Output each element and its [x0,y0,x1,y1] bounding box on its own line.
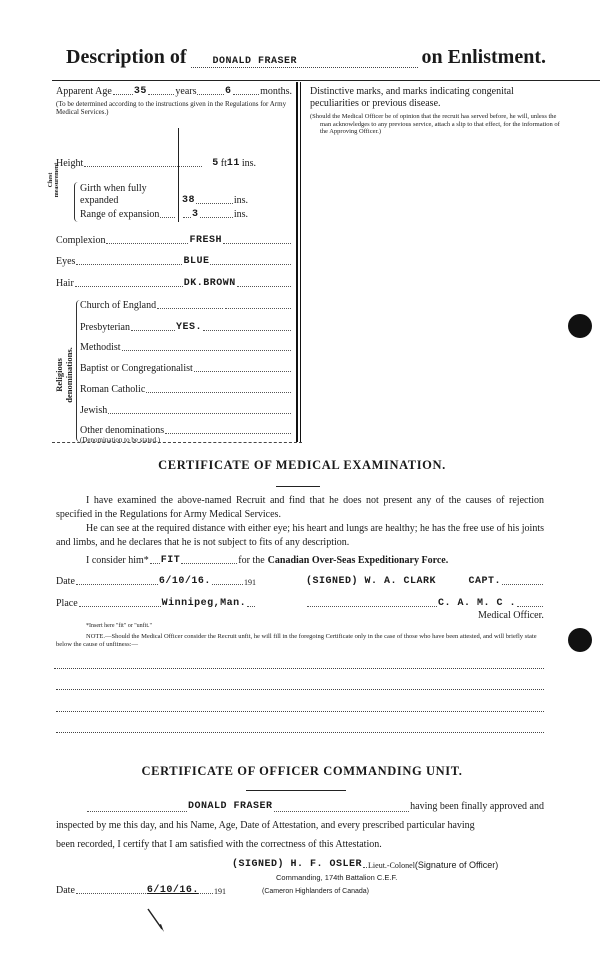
officer-date-value: 6/10/16. [146,885,199,896]
religion-label: Religious denominations. [54,347,74,403]
officer-date-row: Date 6/10/16. 191 [56,885,226,896]
girth-label: Girth when fully expanded [80,183,147,206]
other-denomination-note: (Denomination to be stated.) [80,436,161,444]
chest-brace [74,182,79,222]
header-rule [52,80,600,81]
medical-officer-label: Medical Officer. [478,610,544,621]
height-in: 11 [226,158,240,169]
age-years: 35 [133,86,147,97]
religion-row-church-of-england: Church of England [80,300,292,311]
range-value-row: 3 ins. [182,209,248,220]
hair-value: DK.BROWN [183,278,236,289]
age-note: (To be determined according to the instructions given in the Regulations for Army Medical Services.) [56,100,287,116]
medical-place-value: Winnipeg,Man. [161,598,247,609]
medical-para-2: He can see at the required distance with either eye; his heart and lungs are healthy; he has the free use of his joints and limbs, and he declares that he is not subject to fits of any description. [56,523,544,548]
complexion-row: Complexion FRESH [56,235,292,246]
medical-para-1: I have examined the above-named Recruit and find that he does not present any of the causes of rejection specified in the Regulations for Army Medical Services. [56,495,544,520]
range-row: Range of expansion [80,209,176,220]
chest-label: Chest measurement [48,162,60,198]
officer-para-line-3: been recorded, I certify that I am satisfied with the correctness of this Attestation. [56,839,382,850]
officer-signed-value: (SIGNED) H. F. OSLER [232,859,363,870]
unfit-cause-line-3[interactable] [56,711,544,712]
medical-signed-row [306,576,544,587]
medical-corps-value: C. A. M. C . [438,598,517,609]
range-value: 3 [192,209,199,220]
medical-place-row: Place Winnipeg,Man. [56,598,256,609]
complexion-value: FRESH [189,235,222,246]
recruit-name: DONALD FRASER [212,56,298,67]
officer-rank: Lieut.-Colonel [368,861,415,870]
unfit-cause-line-2[interactable] [56,689,544,690]
distinctive-marks-note: (Should the Medical Officer be of opinion that the recruit has served before, he will, unless the man acknowledges to any previous service, attach a slip to that effect, for the information of the Approving Officer.) [310,113,560,135]
officer-signature-row [232,859,552,870]
unfit-cause-line-1[interactable] [54,668,544,669]
unfit-cause-line-4[interactable] [56,732,544,733]
officer-unit-line: (Cameron Highlanders of Canada) [262,888,369,895]
punch-hole-bottom [568,628,592,652]
fitness-value: FIT [160,555,181,566]
title-prefix: Description of [66,46,187,68]
medical-corps-row [306,598,544,609]
officer-commanding-line: Commanding, 174th Battalion C.E.F. [276,873,398,882]
hair-row: Hair DK.BROWN [56,278,292,289]
girth-value: 38 [182,195,196,206]
column-divider [296,82,301,442]
age-months: 6 [225,86,232,97]
presbyterian-value: YES. [176,322,203,333]
medical-signed-value: (SIGNED) W. A. CLARK CAPT. [306,576,502,587]
medical-date-row: Date 6/10/16. 191 [56,576,256,587]
religion-row-baptist: Baptist or Congregationalist [80,363,292,374]
medical-certificate-heading: CERTIFICATE OF MEDICAL EXAMINATION. [158,458,446,472]
consider-row: I consider him* FIT for the Canadian Over-Seas Expeditionary Force. [86,555,449,566]
pen-stroke-mark [140,905,170,935]
religion-row-methodist: Methodist [80,342,292,353]
eyes-value: BLUE [183,256,210,267]
officer-name-row: DONALD FRASER having been finally approved and [86,800,544,814]
apparent-age-row: Apparent Age 35 years 6 months. [56,86,293,97]
medical-footnote: *Insert here "fit" or "unfit." [86,623,152,629]
eyes-row: Eyes BLUE [56,256,292,267]
religion-row-presbyterian: Presbyterian YES. [80,322,292,333]
religion-row-jewish: Jewish [80,405,292,416]
medical-note: NOTE.—Should the Medical Officer consider the Recruit unfit, he will fill in the foregoing Certificate only in the case of those who have been attested, and will briefly state below the cause of unfitness:— [56,633,537,648]
religion-row-other: Other denominations [80,425,292,436]
page-title [66,46,546,69]
height-row: Height 5 ft 11 ins. [56,158,257,169]
religion-row-roman-catholic: Roman Catholic [80,384,292,395]
signature-label: (Signature of Officer) [414,860,499,870]
medical-date-value: 6/10/16. [158,576,211,587]
girth-value-row: 38 ins. [182,195,248,206]
recruit-name-field [191,55,418,68]
medical-heading-rule [276,486,320,487]
officer-cert-recruit-name: DONALD FRASER [188,801,273,812]
measurement-divider [178,128,179,222]
title-suffix: on Enlistment. [421,46,546,68]
distinctive-marks-heading: Distinctive marks, and marks indicating congenital peculiarities or previous disease. [310,86,514,109]
height-ft: 5 [212,158,219,169]
officer-heading-rule [246,790,346,791]
punch-hole-top [568,314,592,338]
officer-certificate-heading: CERTIFICATE OF OFFICER COMMANDING UNIT. [141,764,463,778]
officer-para-line-2: inspected by me this day, and his Name, Age, Date of Attestation, and every prescribed particular having [56,820,475,831]
